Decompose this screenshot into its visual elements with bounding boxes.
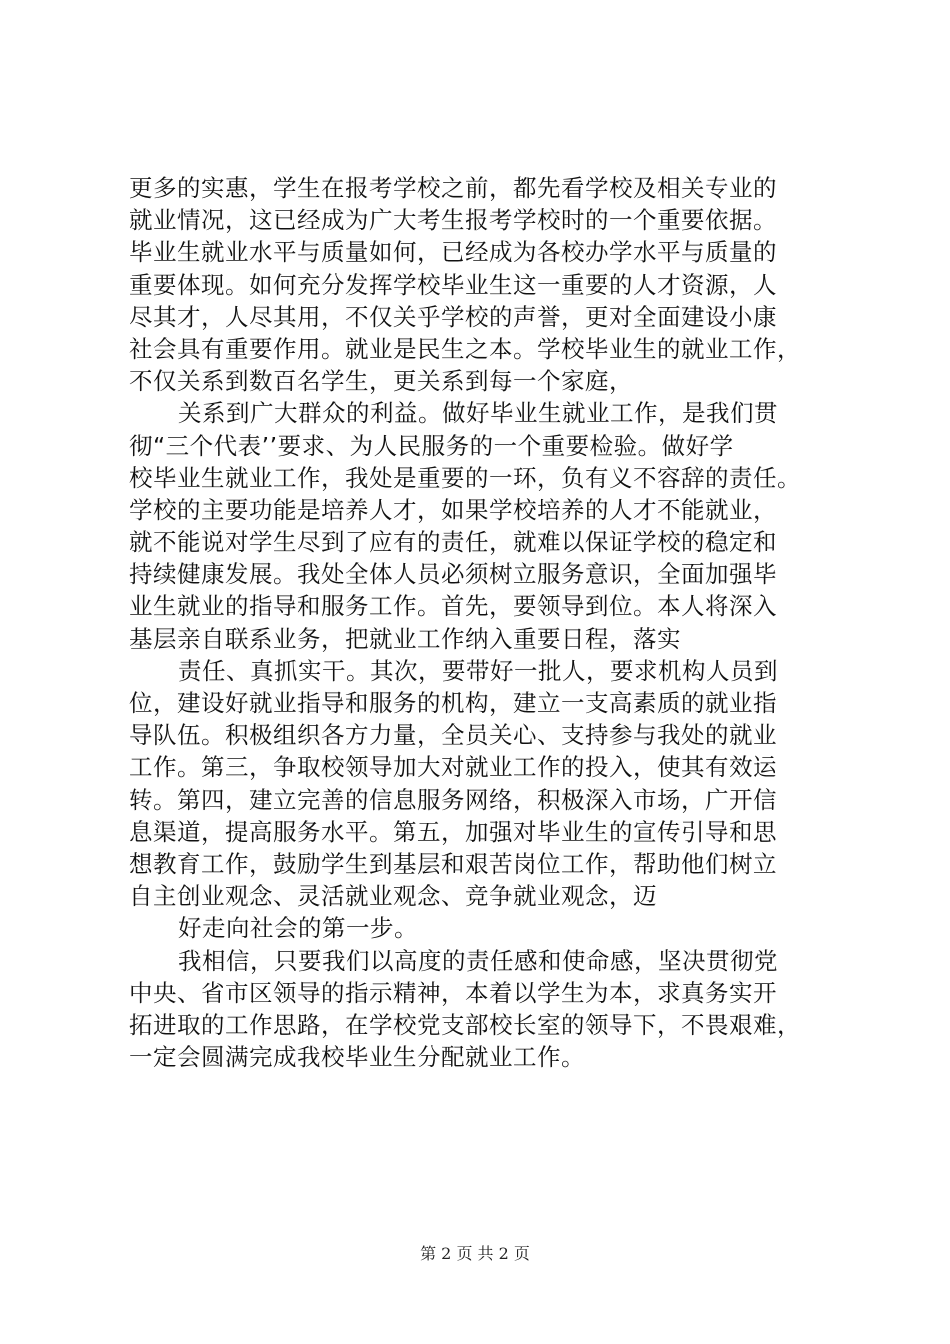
text-line: 校毕业生就业工作，我处是重要的一环，负有义不容辞的责任。 <box>129 463 801 492</box>
text-line: 导队伍。积极组织各方力量，全员关心、支持参与我处的就业 <box>129 721 777 750</box>
paragraph-start-line: 我相信，只要我们以高度的责任感和使命感，坚决贯彻党 <box>178 946 778 975</box>
text-line: 基层亲自联系业务，把就业工作纳入重要日程，落实 <box>129 624 681 653</box>
text-line: 更多的实惠，学生在报考学校之前，都先看学校及相关专业的 <box>129 174 777 202</box>
text-line: 尽其才，人尽其用，不仅关乎学校的声誉，更对全面建设小康 <box>129 302 777 331</box>
paragraph-start-line: 好走向社会的第一步。 <box>178 914 418 943</box>
text-line: 中央、省市区领导的指示精神，本着以学生为本，求真务实开 <box>129 978 777 1007</box>
text-line: 自主创业观念、灵活就业观念、竞争就业观念，迈 <box>129 882 657 911</box>
text-line: 毕业生就业水平与质量如何，已经成为各校办学水平与质量的 <box>129 238 777 267</box>
text-line: 就不能说对学生尽到了应有的责任，就难以保证学校的稳定和 <box>129 528 777 557</box>
text-line: 息渠道，提高服务水平。第五，加强对毕业生的宣传引导和思 <box>129 817 777 846</box>
text-line: 重要体现。如何充分发挥学校毕业生这一重要的人才资源，人 <box>129 270 777 299</box>
text-line: 就业情况，这已经成为广大考生报考学校时的一个重要依据。 <box>129 206 777 235</box>
document-body <box>129 172 834 1073</box>
text-line: 工作。第三，争取校领导加大对就业工作的投入，使其有效运 <box>129 753 777 782</box>
text-line: 业生就业的指导和服务工作。首先，要领导到位。本人将深入 <box>129 592 777 621</box>
text-line: 不仅关系到数百名学生，更关系到每一个家庭， <box>129 367 633 396</box>
text-line: 持续健康发展。我处全体人员必须树立服务意识，全面加强毕 <box>129 560 777 589</box>
page-number-label: 第 2 页 共 2 页 <box>420 1244 530 1263</box>
text-line: 拓进取的工作思路，在学校党支部校长室的领导下，不畏艰难， <box>129 1010 801 1039</box>
paragraph-start-line: 责任、真抓实干。其次，要带好一批人，要求机构人员到 <box>178 656 778 685</box>
text-line: 想教育工作，鼓励学生到基层和艰苦岗位工作，帮助他们树立 <box>129 849 777 878</box>
text-line: 位，建设好就业指导和服务的机构，建立一支高素质的就业指 <box>129 689 777 717</box>
page-footer <box>0 1241 950 1264</box>
text-line: 一定会圆满完成我校毕业生分配就业工作。 <box>129 1043 585 1072</box>
text-line: 转。第四，建立完善的信息服务网络，积极深入市场，广开信 <box>129 785 777 814</box>
text-line: 学校的主要功能是培养人才，如果学校培养的人才不能就业， <box>129 495 777 524</box>
paragraph-start-line: 关系到广大群众的利益。做好毕业生就业工作，是我们贯 <box>178 399 778 428</box>
text-line: 彻“三个代表’’要求、为人民服务的一个重要检验。做好学 <box>129 431 734 460</box>
text-line: 社会具有重要作用。就业是民生之本。学校毕业生的就业工作， <box>129 334 801 363</box>
